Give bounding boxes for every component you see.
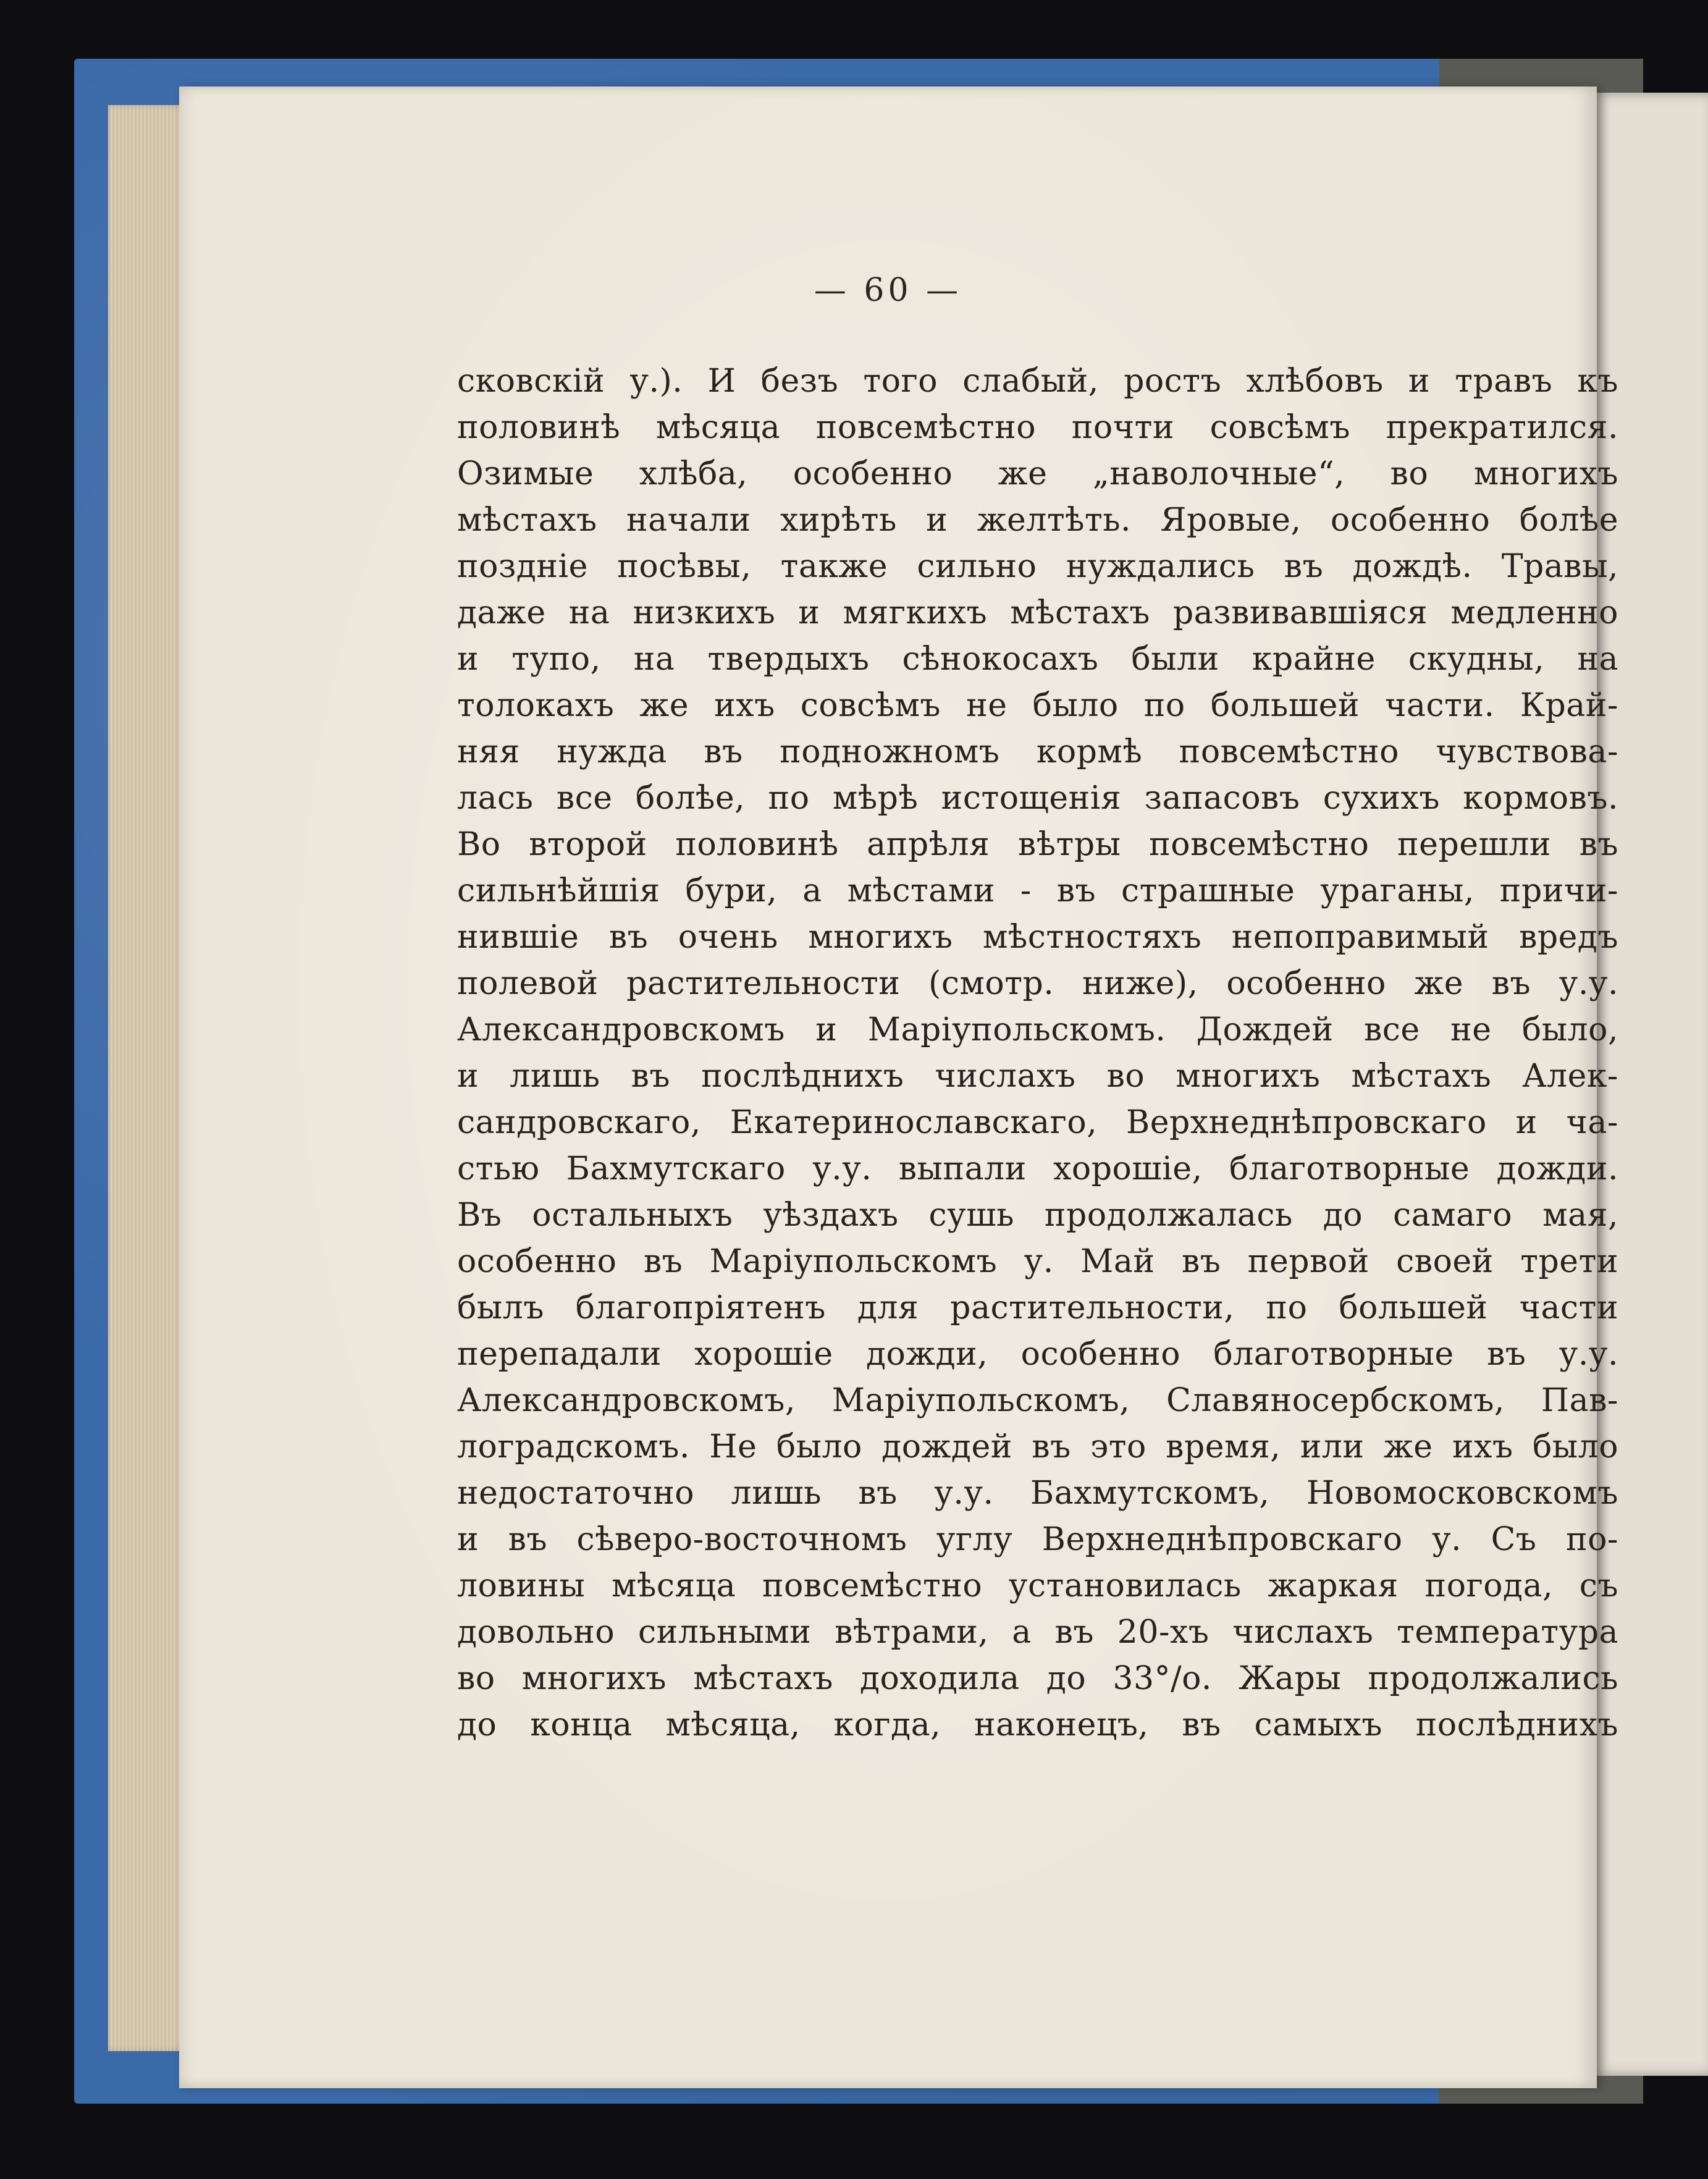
body-text	[457, 358, 1618, 1748]
text-line: Озимые хлѣба, особенно же „наволочные“, во многихъ	[457, 455, 1618, 492]
text-line: недостаточно лишь въ у.у. Бахмутскомъ, Новомосковскомъ	[457, 1475, 1618, 1512]
text-line: стью Бахмутскаго у.у. выпали хорошіе, благотворные дожди.	[457, 1150, 1618, 1187]
text-line: Александровскомъ и Маріупольскомъ. Дождей все не было,	[457, 1011, 1618, 1048]
text-line: нившіе въ очень многихъ мѣстностяхъ непоправимый вредъ	[457, 919, 1618, 956]
text-line: поздніе посѣвы, также сильно нуждались въ дождѣ. Травы,	[457, 548, 1618, 585]
text-line: до конца мѣсяца, когда, наконецъ, въ самыхъ послѣднихъ	[457, 1706, 1618, 1743]
book-page	[179, 86, 1618, 2088]
text-line: и въ сѣверо-восточномъ углу Верхнеднѣпровскаго у. Съ по-	[457, 1521, 1618, 1558]
text-line: няя нужда въ подножномъ кормѣ повсемѣстно чувствова-	[457, 733, 1618, 770]
page-edges-left	[108, 105, 188, 2051]
text-line: Во второй половинѣ апрѣля вѣтры повсемѣстно перешли въ	[457, 826, 1618, 863]
text-line: даже на низкихъ и мягкихъ мѣстахъ развивавшіяся медленно	[457, 594, 1618, 631]
text-line: сковскій у.). И безъ того слабый, ростъ хлѣбовъ и травъ къ	[457, 363, 1618, 400]
text-line: Въ остальныхъ уѣздахъ сушь продолжалась до самаго мая,	[457, 1197, 1618, 1234]
text-line: лоградскомъ. Не было дождей въ это время, или же ихъ было	[457, 1428, 1618, 1465]
text-line: полевой растительности (смотр. ниже), особенно же въ у.у.	[457, 965, 1618, 1002]
text-line: ловины мѣсяца повсемѣстно установилась жаркая погода, съ	[457, 1567, 1618, 1604]
page-number: — 60 —	[814, 272, 962, 309]
text-line: и лишь въ послѣднихъ числахъ во многихъ мѣстахъ Алек-	[457, 1058, 1618, 1095]
text-line: лась все болѣе, по мѣрѣ истощенія запасовъ сухихъ кормовъ.	[457, 780, 1618, 817]
text-line: довольно сильными вѣтрами, а въ 20-хъ числахъ температура	[457, 1614, 1618, 1651]
text-line: перепадали хорошіе дожди, особенно благотворные въ у.у.	[457, 1336, 1618, 1373]
text-line: мѣстахъ начали хирѣть и желтѣть. Яровые, особенно болѣе	[457, 502, 1618, 539]
text-line: половинѣ мѣсяца повсемѣстно почти совсѣмъ прекратился.	[457, 409, 1618, 446]
text-line: Александровскомъ, Маріупольскомъ, Славяносербскомъ, Пав-	[457, 1382, 1618, 1419]
text-line: и тупо, на твердыхъ сѣнокосахъ были крайне скудны, на	[457, 641, 1618, 678]
text-line: сильнѣйшія бури, а мѣстами - въ страшные ураганы, причи-	[457, 872, 1618, 909]
text-line: толокахъ же ихъ совсѣмъ не было по большей части. Край-	[457, 687, 1618, 724]
text-line: особенно въ Маріупольскомъ у. Май въ первой своей трети	[457, 1243, 1618, 1280]
text-line: сандровскаго, Екатеринославскаго, Верхнеднѣпровскаго и ча-	[457, 1104, 1618, 1141]
text-line: былъ благопріятенъ для растительности, по большей части	[457, 1289, 1618, 1326]
text-line: во многихъ мѣстахъ доходила до 33°/о. Жары продолжались	[457, 1660, 1618, 1697]
